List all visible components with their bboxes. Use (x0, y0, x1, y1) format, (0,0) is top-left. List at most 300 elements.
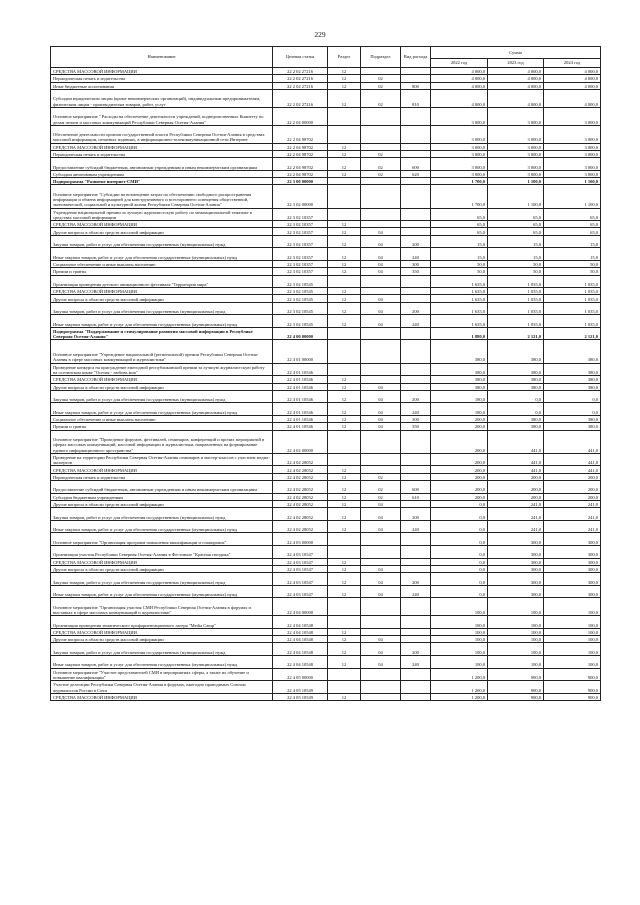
row-sum-2023: 200,0 (488, 493, 544, 500)
row-code: 22 2 02 27216 (273, 68, 328, 75)
row-subsection (361, 558, 401, 565)
row-subsection (361, 221, 401, 228)
row-expense-type: 620 (401, 170, 431, 177)
row-sum-2023: 65,0 (488, 208, 544, 221)
row-sum-2023: 50,0 (488, 260, 544, 267)
table-row (51, 82, 601, 89)
row-sum-2022: 200,0 (431, 423, 488, 430)
table-row (51, 390, 601, 403)
row-name: Организация проведения детского анимационного фестиваля "Территория мира" (51, 275, 273, 288)
row-section: 12 (328, 573, 361, 586)
row-code: 22 4 04 10548 (273, 628, 328, 635)
row-code: 22 2 02 27216 (273, 82, 328, 89)
row-name: СРЕДСТВА МАССОВОЙ ИНФОРМАЦИИ (51, 558, 273, 565)
row-sum-2024: 200,0 (544, 493, 601, 500)
row-sum-2022: 0,0 (431, 565, 488, 572)
row-sum-2023: 1 035,0 (488, 288, 544, 295)
row-sum-2023: 1 100,0 (488, 185, 544, 208)
row-code: 22 4 01 10546 (273, 376, 328, 383)
row-sum-2024: 1 100,0 (544, 185, 601, 208)
header-subsection: Подраздел (361, 47, 401, 68)
row-sum-2022: 4 000,0 (431, 68, 488, 75)
row-sum-2023: 300,0 (488, 585, 544, 598)
row-sum-2024: 65,0 (544, 208, 601, 221)
row-expense-type (401, 221, 431, 228)
row-sum-2022: 380,0 (431, 340, 488, 363)
row-name: Основное мероприятие "Организация участия СМИ Республики Северная Осетия-Алания в форумах и выставках в сфере массовых коммуникаций и журналистики" (51, 598, 273, 616)
row-expense-type: 240 (401, 315, 431, 328)
row-sum-2023: 300,0 (488, 573, 544, 586)
row-sum-2024: 300,0 (544, 585, 601, 598)
table-row (51, 178, 601, 185)
row-name: Другие вопросы в области средств массовой информации (51, 636, 273, 643)
row-sum-2024: 65,0 (544, 228, 601, 235)
row-name: Основное мероприятие "Участие представителей СМИ в мероприятиях сферы, а также их обучение и повышение квалификации" (51, 668, 273, 681)
row-section: 12 (328, 466, 361, 473)
row-sum-2023: 241,0 (488, 520, 544, 533)
row-sum-2024: 300,0 (544, 565, 601, 572)
row-sum-2024: 900,0 (544, 681, 601, 694)
table-row (51, 493, 601, 500)
row-sum-2023: 3 000,0 (488, 170, 544, 177)
table-row (51, 585, 601, 598)
row-subsection: 04 (361, 302, 401, 315)
row-sum-2022: 1 700,0 (431, 185, 488, 208)
row-subsection (361, 327, 401, 340)
row-name: Премии и гранты (51, 423, 273, 430)
row-section: 12 (328, 228, 361, 235)
table-row (51, 520, 601, 533)
row-sum-2022: 180,0 (431, 403, 488, 416)
row-section: 12 (328, 585, 361, 598)
row-sum-2023: 100,0 (488, 628, 544, 635)
row-code: 22 3 02 10357 (273, 260, 328, 267)
row-subsection: 04 (361, 500, 401, 507)
row-expense-type: 200 (401, 643, 431, 656)
row-name: СРЕДСТВА МАССОВОЙ ИНФОРМАЦИИ (51, 693, 273, 700)
table-row (51, 558, 601, 565)
row-subsection (361, 275, 401, 288)
row-sum-2022: 65,0 (431, 221, 488, 228)
row-sum-2022: 0,0 (431, 558, 488, 565)
row-name: Подпрограмма "Развитие интернет-СМИ" (51, 178, 273, 185)
row-sum-2024: 380,0 (544, 363, 601, 376)
row-subsection (361, 533, 401, 546)
table-row (51, 598, 601, 616)
row-sum-2022: 4 000,0 (431, 89, 488, 107)
row-sum-2022: 3 000,0 (431, 125, 488, 143)
row-sum-2022: 100,0 (431, 598, 488, 616)
row-sum-2023: 100,0 (488, 656, 544, 669)
header-sum: Сумма (431, 47, 601, 59)
row-section (328, 533, 361, 546)
row-sum-2023: 100,0 (488, 598, 544, 616)
row-sum-2024: 300,0 (544, 545, 601, 558)
row-name: Другие вопросы в области средств массовой информации (51, 500, 273, 507)
table-row (51, 481, 601, 494)
row-sum-2024: 380,0 (544, 376, 601, 383)
row-name: Закупка товаров, работ и услуг для обеспечения государственных (муниципальных) нужд (51, 573, 273, 586)
table-row (51, 628, 601, 635)
row-code: 22 4 02 28052 (273, 493, 328, 500)
row-name: СРЕДСТВА МАССОВОЙ ИНФОРМАЦИИ (51, 288, 273, 295)
row-name: Основное мероприятие "Проведение форумов, фестивалей, семинаров, конференций и прочих мероприятий в сферах массовых коммуникаций, массовой информации и журналистики, направленных на формирование единого информационного пространства" (51, 430, 273, 453)
row-subsection: 02 (361, 82, 401, 89)
row-expense-type (401, 558, 431, 565)
row-name: Основное мероприятие " Расходы на обеспечение деятельности учреждений, подведомственных Комитету по делам печати и массовых коммуникаций Республики Северная Осетия-Алания" (51, 107, 273, 125)
row-section: 12 (328, 416, 361, 423)
row-section (328, 275, 361, 288)
table-row (51, 376, 601, 383)
header-2023: 2023 год (488, 59, 544, 68)
row-name: Закупка товаров, работ и услуг для обеспечения государственных (муниципальных) нужд (51, 302, 273, 315)
row-subsection (361, 125, 401, 143)
table-row (51, 643, 601, 656)
row-subsection (361, 430, 401, 453)
row-sum-2024: 4 000,0 (544, 89, 601, 107)
table-row (51, 423, 601, 430)
row-name: Закупка товаров, работ и услуг для обеспечения государственных (муниципальных) нужд (51, 390, 273, 403)
row-sum-2023: 4 000,0 (488, 75, 544, 82)
row-name: Иные закупки товаров, работ и услуг для обеспечения государственных (муниципальных) нужд (51, 585, 273, 598)
row-sum-2023: 100,0 (488, 636, 544, 643)
row-section (328, 681, 361, 694)
table-row (51, 268, 601, 275)
row-sum-2024: 380,0 (544, 416, 601, 423)
row-sum-2024: 3 000,0 (544, 107, 601, 125)
row-section (328, 668, 361, 681)
row-section: 12 (328, 68, 361, 75)
row-code: 22 4 01 10546 (273, 363, 328, 376)
row-sum-2022: 65,0 (431, 228, 488, 235)
row-expense-type (401, 68, 431, 75)
row-sum-2024: 4 000,0 (544, 82, 601, 89)
row-name: Периодическая печать и издательства (51, 150, 273, 157)
row-sum-2024: 3 000,0 (544, 150, 601, 157)
row-code: 22 4 00 00000 (273, 327, 328, 340)
table-row (51, 453, 601, 466)
row-sum-2022: 100,0 (431, 656, 488, 669)
row-name: Проведение конкурса на присуждение ежегодной республиканской премии за лучшую журналистскую работу на осетинском языке "Осетия - любовь моя" (51, 363, 273, 376)
row-sum-2023: 65,0 (488, 228, 544, 235)
row-section (328, 208, 361, 221)
row-expense-type (401, 628, 431, 635)
row-sum-2024: 380,0 (544, 340, 601, 363)
row-code: 22 4 03 10547 (273, 585, 328, 598)
row-code: 22 3 02 10545 (273, 275, 328, 288)
row-sum-2024: 0,0 (544, 403, 601, 416)
row-sum-2022: 0,0 (431, 545, 488, 558)
row-name: Обеспечение деятельности органов государственной власти Республики Северная Осетия-Алания в средствах массовой информации, печатных изданиях, в информационно-телекоммуникационной сети Интернет (51, 125, 273, 143)
row-code: 22 3 02 10357 (273, 268, 328, 275)
row-section (328, 545, 361, 558)
row-code: 22 3 02 10357 (273, 208, 328, 221)
row-sum-2023: 3 000,0 (488, 125, 544, 143)
row-name: Участие делегации Республики Северная Осетия-Алания в форумах, ежегодно проводимых Союзом журналистов России в Сочи (51, 681, 273, 694)
row-sum-2024: 241,0 (544, 520, 601, 533)
row-sum-2022: 1 200,0 (431, 681, 488, 694)
row-expense-type (401, 545, 431, 558)
row-section: 12 (328, 288, 361, 295)
row-subsection: 04 (361, 235, 401, 248)
row-code: 22 4 03 10547 (273, 545, 328, 558)
row-section (328, 453, 361, 466)
row-subsection: 02 (361, 481, 401, 494)
row-section (328, 430, 361, 453)
row-subsection: 04 (361, 565, 401, 572)
row-code: 22 3 02 10357 (273, 248, 328, 261)
row-subsection: 04 (361, 315, 401, 328)
row-subsection: 02 (361, 170, 401, 177)
row-sum-2023: 1 035,0 (488, 275, 544, 288)
row-code: 22 3 02 00000 (273, 185, 328, 208)
row-sum-2024: 50,0 (544, 260, 601, 267)
row-code: 22 2 04 98702 (273, 170, 328, 177)
row-subsection: 04 (361, 260, 401, 267)
row-sum-2024: 441,0 (544, 466, 601, 473)
row-code: 22 4 03 10547 (273, 565, 328, 572)
table-row (51, 295, 601, 302)
row-sum-2023: 1 100,0 (488, 178, 544, 185)
row-code: 22 4 04 10548 (273, 636, 328, 643)
row-sum-2023: 200,0 (488, 473, 544, 480)
table-row (51, 143, 601, 150)
row-sum-2022: 1 635,0 (431, 288, 488, 295)
row-sum-2023: 1 035,0 (488, 295, 544, 302)
row-sum-2024: 100,0 (544, 656, 601, 669)
row-subsection (361, 681, 401, 694)
row-section: 12 (328, 558, 361, 565)
row-sum-2024: 3 000,0 (544, 170, 601, 177)
row-subsection: 02 (361, 75, 401, 82)
table-row (51, 302, 601, 315)
row-expense-type (401, 383, 431, 390)
row-name: Другие вопросы в области средств массовой информации (51, 228, 273, 235)
table-row (51, 533, 601, 546)
row-code: 22 4 03 10547 (273, 558, 328, 565)
row-sum-2022: 180,0 (431, 390, 488, 403)
row-sum-2023: 1 035,0 (488, 315, 544, 328)
row-section: 12 (328, 403, 361, 416)
row-name: Закупка товаров, работ и услуг для обеспечения государственных (муниципальных) нужд (51, 235, 273, 248)
row-name: Социальное обеспечение и иные выплаты населению (51, 260, 273, 267)
row-subsection: 02 (361, 473, 401, 480)
row-subsection (361, 453, 401, 466)
row-sum-2022: 0,0 (431, 520, 488, 533)
row-expense-type: 300 (401, 260, 431, 267)
row-sum-2022: 100,0 (431, 628, 488, 635)
row-expense-type (401, 693, 431, 700)
row-sum-2023: 65,0 (488, 221, 544, 228)
row-subsection: 02 (361, 493, 401, 500)
row-sum-2024: 200,0 (544, 473, 601, 480)
row-name: СРЕДСТВА МАССОВОЙ ИНФОРМАЦИИ (51, 376, 273, 383)
row-sum-2024: 50,0 (544, 268, 601, 275)
row-sum-2022: 0,0 (431, 585, 488, 598)
row-subsection (361, 376, 401, 383)
row-sum-2022: 3 000,0 (431, 150, 488, 157)
row-code: 22 4 05 10549 (273, 681, 328, 694)
row-sum-2022: 1 635,0 (431, 275, 488, 288)
row-sum-2023: 380,0 (488, 416, 544, 423)
row-subsection: 04 (361, 636, 401, 643)
row-code: 22 3 00 00000 (273, 178, 328, 185)
row-subsection (361, 340, 401, 363)
row-section: 12 (328, 302, 361, 315)
row-sum-2023: 441,0 (488, 430, 544, 453)
row-name: Подпрограмма "Поддерживание и стимулирование развития массовой информации в Республике Северная Осетия-Алания" (51, 327, 273, 340)
row-sum-2023: 300,0 (488, 533, 544, 546)
row-code: 22 4 01 10546 (273, 403, 328, 416)
row-sum-2023: 4 000,0 (488, 68, 544, 75)
row-sum-2022: 4 000,0 (431, 82, 488, 89)
row-subsection (361, 466, 401, 473)
row-code: 22 3 02 10545 (273, 288, 328, 295)
table-row (51, 545, 601, 558)
row-sum-2022: 3 000,0 (431, 170, 488, 177)
table-row (51, 150, 601, 157)
row-sum-2024: 900,0 (544, 668, 601, 681)
row-subsection: 02 (361, 89, 401, 107)
row-code: 22 4 02 28052 (273, 508, 328, 521)
row-name: Другие вопросы в области средств массовой информации (51, 383, 273, 390)
row-sum-2023: 300,0 (488, 565, 544, 572)
row-expense-type: 800 (401, 82, 431, 89)
row-section: 12 (328, 315, 361, 328)
row-code: 22 2 04 98702 (273, 150, 328, 157)
row-section (328, 178, 361, 185)
row-code: 22 4 01 00000 (273, 340, 328, 363)
row-sum-2022: 1 880,0 (431, 327, 488, 340)
row-name: СРЕДСТВА МАССОВОЙ ИНФОРМАЦИИ (51, 628, 273, 635)
row-sum-2022: 3 000,0 (431, 143, 488, 150)
row-name: Иные бюджетные ассигнования (51, 82, 273, 89)
table-row (51, 383, 601, 390)
budget-table (50, 46, 601, 701)
row-expense-type: 200 (401, 302, 431, 315)
table-row (51, 403, 601, 416)
row-subsection: 04 (361, 403, 401, 416)
row-expense-type: 240 (401, 520, 431, 533)
row-section: 12 (328, 565, 361, 572)
row-expense-type (401, 185, 431, 208)
row-section: 12 (328, 268, 361, 275)
row-name: Премии и гранты (51, 268, 273, 275)
row-subsection: 04 (361, 228, 401, 235)
table-row (51, 466, 601, 473)
row-sum-2022: 1 200,0 (431, 693, 488, 700)
row-name: Закупка товаров, работ и услуг для обеспечения государственных (муниципальных) нужд (51, 508, 273, 521)
row-expense-type (401, 178, 431, 185)
row-expense-type (401, 453, 431, 466)
table-row (51, 363, 601, 376)
row-name: Периодическая печать и издательства (51, 473, 273, 480)
row-expense-type (401, 125, 431, 143)
row-sum-2022: 4 000,0 (431, 75, 488, 82)
table-row (51, 125, 601, 143)
row-sum-2023: 241,0 (488, 500, 544, 507)
row-section: 12 (328, 376, 361, 383)
row-sum-2022: 50,0 (431, 260, 488, 267)
row-code: 22 2 04 98702 (273, 143, 328, 150)
row-expense-type: 600 (401, 158, 431, 171)
row-sum-2024: 4 000,0 (544, 75, 601, 82)
row-expense-type (401, 295, 431, 302)
table-row (51, 235, 601, 248)
table-row (51, 508, 601, 521)
table-row (51, 500, 601, 507)
row-sum-2024: 4 000,0 (544, 68, 601, 75)
row-expense-type (401, 376, 431, 383)
row-section: 12 (328, 693, 361, 700)
row-subsection (361, 178, 401, 185)
row-expense-type: 200 (401, 390, 431, 403)
row-name: Иные закупки товаров, работ и услуг для обеспечения государственных (муниципальных) нужд (51, 656, 273, 669)
row-sum-2024: 100,0 (544, 616, 601, 629)
table-row (51, 416, 601, 423)
row-sum-2022: 200,0 (431, 430, 488, 453)
row-section: 12 (328, 235, 361, 248)
row-section: 12 (328, 260, 361, 267)
row-sum-2024: 241,0 (544, 500, 601, 507)
row-sum-2022: 1 700,0 (431, 178, 488, 185)
row-expense-type: 240 (401, 403, 431, 416)
table-row (51, 158, 601, 171)
row-sum-2022: 1 635,0 (431, 302, 488, 315)
row-sum-2024: 441,0 (544, 430, 601, 453)
row-code: 22 4 03 00000 (273, 533, 328, 546)
row-sum-2024: 900,0 (544, 693, 601, 700)
row-sum-2023: 380,0 (488, 363, 544, 376)
row-section (328, 125, 361, 143)
row-name: Субсидии бюджетным учреждениям (51, 493, 273, 500)
table-row (51, 315, 601, 328)
row-sum-2023: 900,0 (488, 681, 544, 694)
row-name: Основное мероприятие "Учреждение национальной (региональной) премии Республики Северная Осетия-Алания в сфере массовых коммуникаций и журналистики" (51, 340, 273, 363)
row-name: СРЕДСТВА МАССОВОЙ ИНФОРМАЦИИ (51, 68, 273, 75)
row-subsection: 04 (361, 423, 401, 430)
row-name: Субсидии автономным учреждениям (51, 170, 273, 177)
row-code: 22 3 02 10357 (273, 235, 328, 248)
row-sum-2023: 15,0 (488, 248, 544, 261)
row-subsection (361, 598, 401, 616)
row-expense-type: 240 (401, 656, 431, 669)
row-subsection: 02 (361, 150, 401, 157)
row-sum-2024: 3 000,0 (544, 143, 601, 150)
row-sum-2022: 200,0 (431, 493, 488, 500)
row-sum-2024: 1 035,0 (544, 288, 601, 295)
row-sum-2023: 3 000,0 (488, 143, 544, 150)
row-sum-2022: 100,0 (431, 643, 488, 656)
row-code: 22 4 01 10546 (273, 416, 328, 423)
row-sum-2023: 3 000,0 (488, 107, 544, 125)
table-row (51, 185, 601, 208)
row-section (328, 616, 361, 629)
header-section: Раздел (328, 47, 361, 68)
row-subsection (361, 693, 401, 700)
row-code: 22 4 04 00000 (273, 598, 328, 616)
row-code: 22 2 04 98702 (273, 158, 328, 171)
table-row (51, 68, 601, 75)
row-sum-2024: 100,0 (544, 643, 601, 656)
row-sum-2022: 3 000,0 (431, 107, 488, 125)
row-section (328, 185, 361, 208)
row-expense-type (401, 327, 431, 340)
table-row (51, 565, 601, 572)
row-sum-2024: 441,0 (544, 453, 601, 466)
header-2022: 2022 год (431, 59, 488, 68)
row-expense-type: 600 (401, 481, 431, 494)
